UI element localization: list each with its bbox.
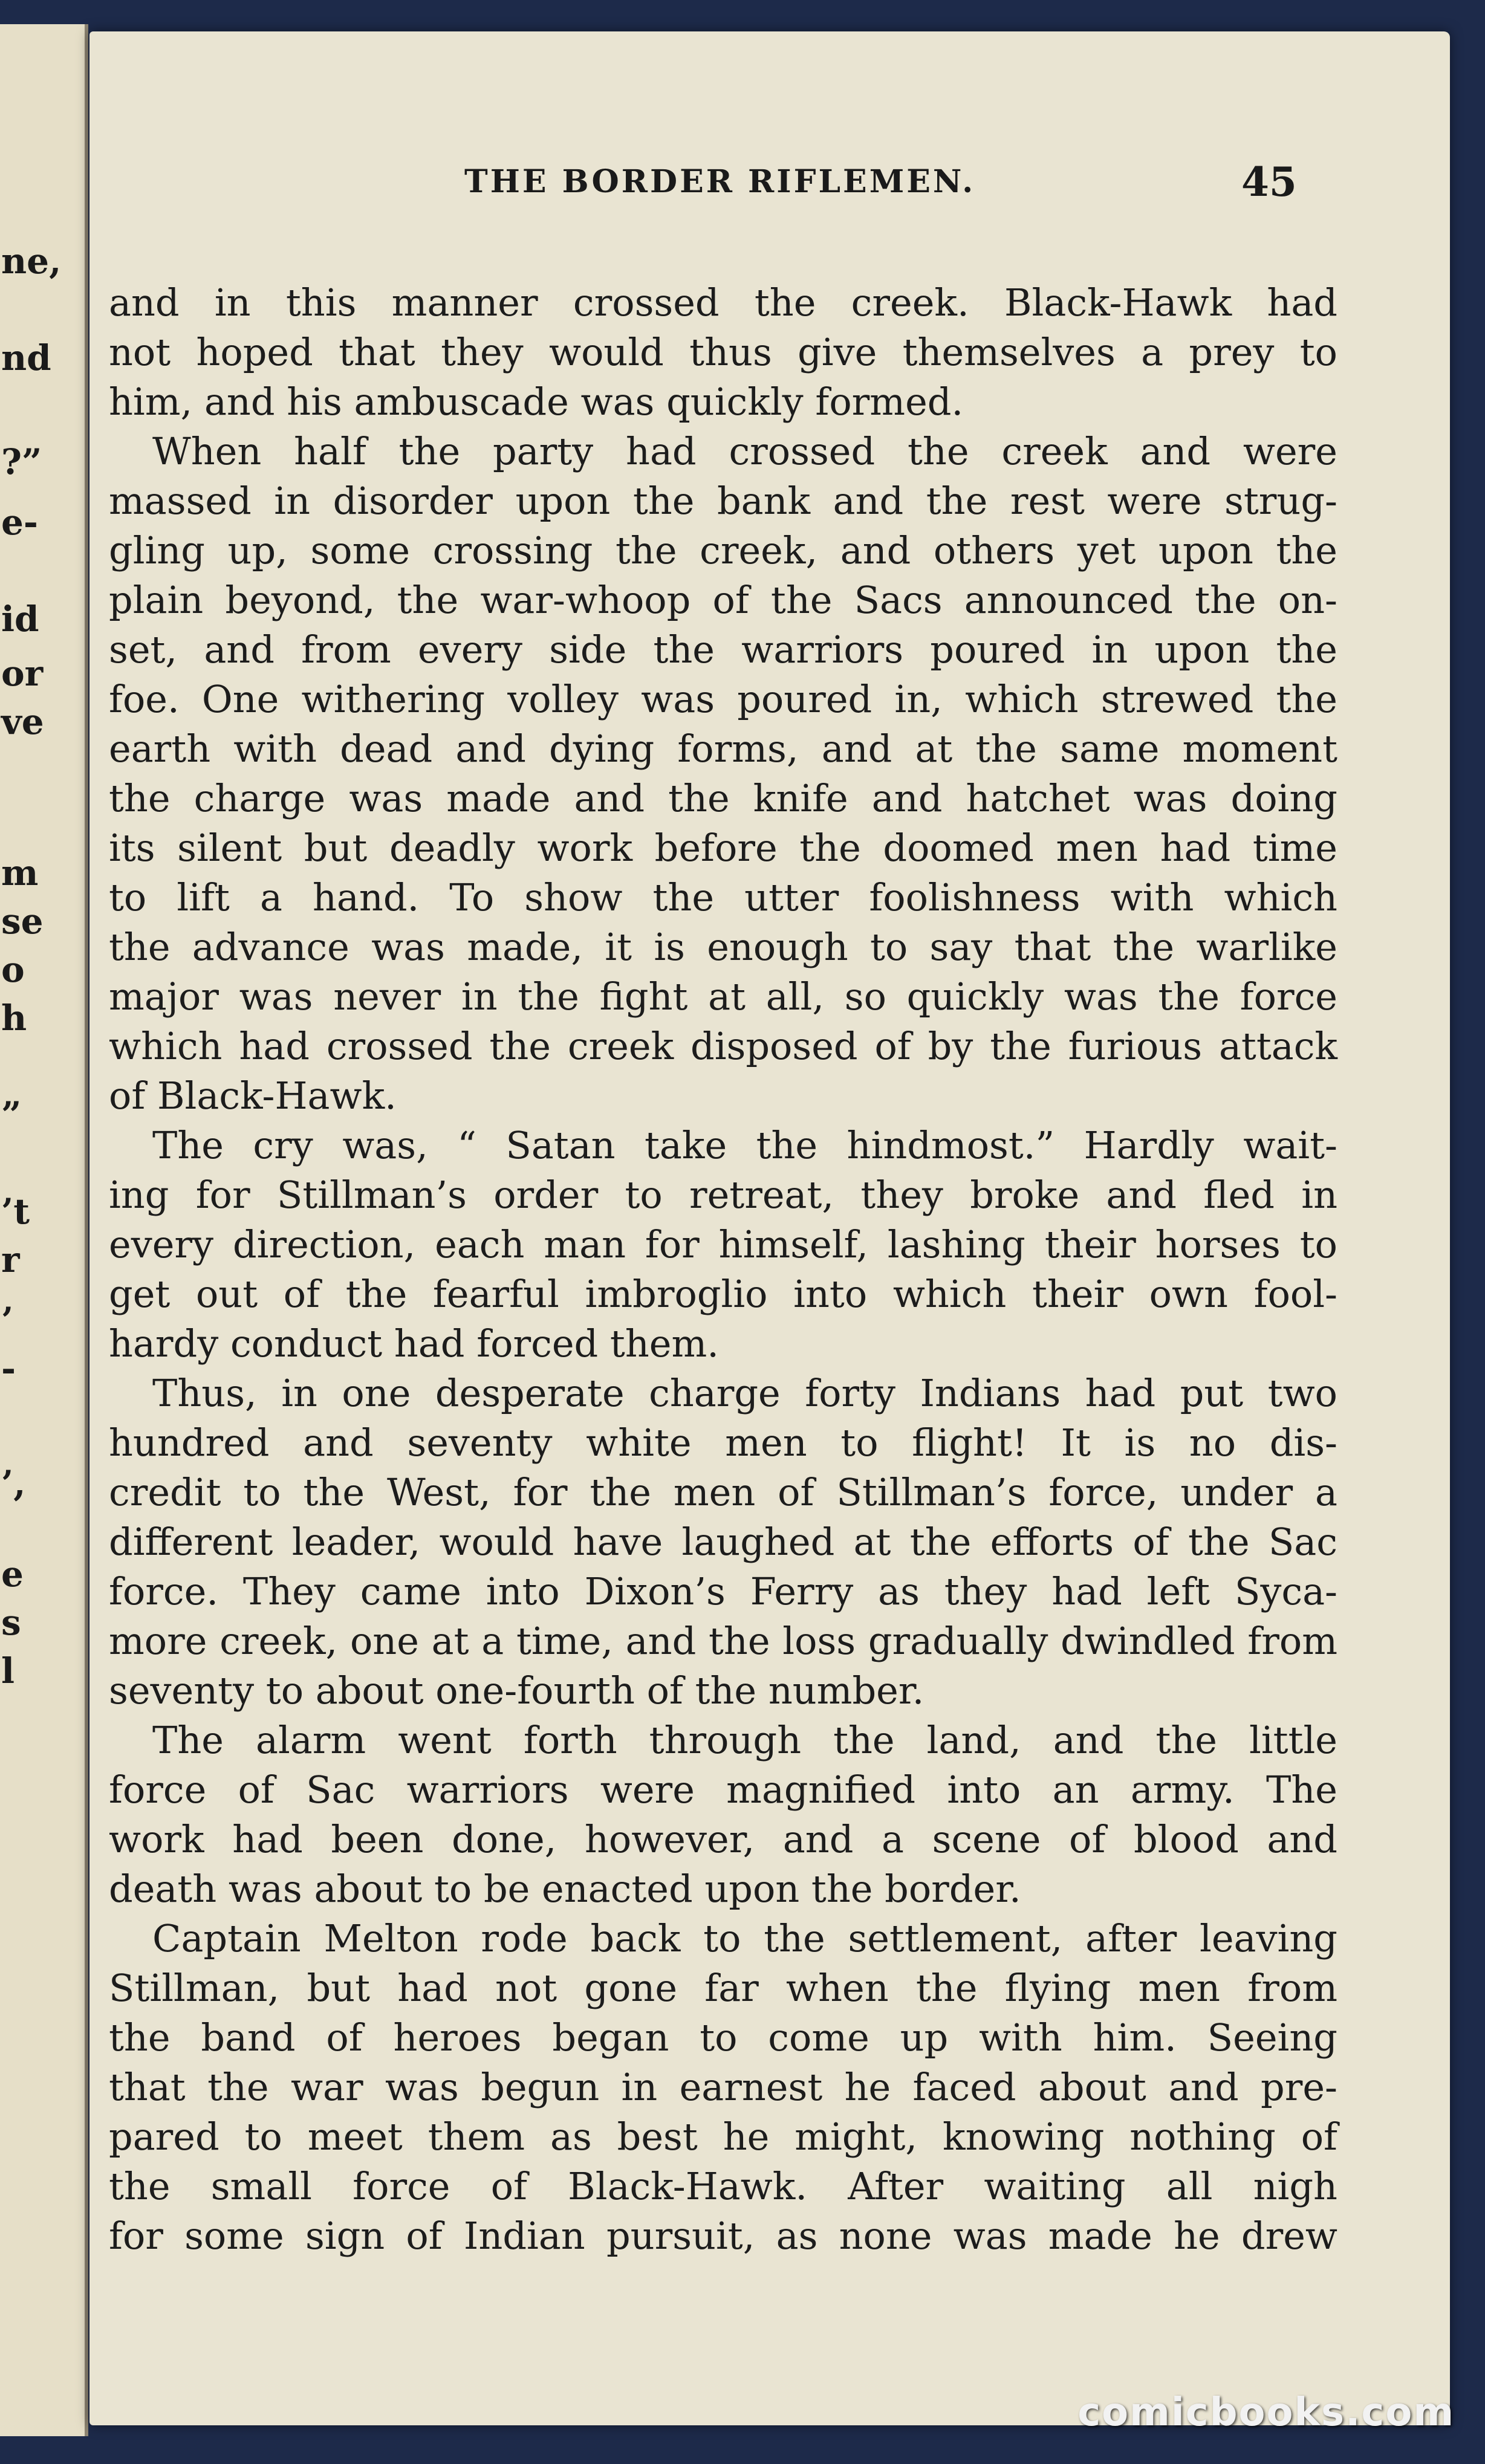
prev-page-fragment: or xyxy=(1,653,44,694)
prev-page-fragment: l xyxy=(1,1650,15,1691)
watermark: comicbooks.com xyxy=(1077,2390,1455,2435)
text-line: and in this manner crossed the creek. Black-Hawk had xyxy=(109,280,1337,325)
text-line: get out of the fearful imbroglio into which their own fool- xyxy=(109,1272,1337,1316)
prev-page-fragment: s xyxy=(1,1602,21,1643)
prev-page-fragment: nd xyxy=(1,337,51,378)
text-line: ing for Stillman’s order to retreat, they broke and fled in xyxy=(109,1173,1337,1217)
text-line: force. They came into Dixon’s Ferry as they had left Syca- xyxy=(109,1569,1337,1613)
prev-page-fragment: - xyxy=(1,1348,16,1389)
text-line: earth with dead and dying forms, and at the same moment xyxy=(109,727,1337,771)
body-text xyxy=(109,278,1337,2261)
text-line: set, and from every side the warriors poured in upon the xyxy=(109,627,1337,672)
text-line: the charge was made and the knife and hatchet was doing xyxy=(109,776,1337,820)
text-line: plain beyond, the war-whoop of the Sacs announced the on- xyxy=(109,578,1337,622)
text-line: the band of heroes began to come up with him. Seeing xyxy=(109,2015,1337,2060)
text-line: the advance was made, it is enough to say that the warlike xyxy=(109,925,1337,969)
page-number: 45 xyxy=(1241,158,1297,206)
text-line: foe. One withering volley was poured in, which strewed the xyxy=(109,677,1337,721)
text-line: Stillman, but had not gone far when the flying men from xyxy=(109,1966,1337,2010)
text-line: force of Sac warriors were magnified into an army. The xyxy=(109,1768,1337,1812)
prev-page-fragment: ’ xyxy=(1,1300,14,1341)
text-line: The cry was, “ Satan take the hindmost.” Hardly wait- xyxy=(152,1123,1337,1167)
prev-page-fragment: ve xyxy=(1,701,44,742)
text-line: to lift a hand. To show the utter foolishness with which xyxy=(109,875,1337,919)
prev-page-fragment: ’t xyxy=(1,1191,30,1232)
text-line: pared to meet them as best he might, knowing nothing of xyxy=(109,2115,1337,2159)
text-line: its silent but deadly work before the doomed men had time xyxy=(109,826,1337,870)
text-line: Captain Melton rode back to the settlement, after leaving xyxy=(152,1916,1337,1960)
prev-page-fragment: ’, xyxy=(1,1463,26,1504)
text-line: which had crossed the creek disposed of by the furious attack xyxy=(109,1024,1337,1068)
prev-page-fragment: o xyxy=(1,949,25,990)
text-line: different leader, would have laughed at the efforts of the Sac xyxy=(109,1520,1337,1564)
prev-page-fragment: se xyxy=(1,901,44,942)
previous-page-edge xyxy=(0,24,88,2436)
prev-page-fragment: ” xyxy=(1,1094,22,1135)
prev-page-fragment: h xyxy=(1,997,27,1039)
text-line: major was never in the fight at all, so quickly was the force xyxy=(109,974,1337,1019)
text-line: gling up, some crossing the creek, and others yet upon the xyxy=(109,528,1337,572)
text-line: hundred and seventy white men to flight! It is no dis- xyxy=(109,1421,1337,1465)
text-line: hardy conduct had forced them. xyxy=(109,1321,719,1366)
text-line: him, and his ambuscade was quickly formed. xyxy=(109,380,964,424)
prev-page-fragment: id xyxy=(1,598,39,640)
page-header xyxy=(89,158,1450,218)
prev-page-fragment: ?” xyxy=(1,441,42,482)
text-line: more creek, one at a time, and the loss gradually dwindled from xyxy=(109,1619,1337,1663)
prev-page-fragment: m xyxy=(1,852,39,893)
text-line: the small force of Black-Hawk. After waiting all nigh xyxy=(109,2164,1337,2208)
prev-page-fragment: e xyxy=(1,1554,24,1595)
text-line: The alarm went forth through the land, and the little xyxy=(152,1718,1337,1762)
book-page xyxy=(89,31,1450,2425)
text-line: that the war was begun in earnest he faced about and pre- xyxy=(109,2065,1337,2109)
prev-page-fragment: e- xyxy=(1,502,38,543)
text-line: massed in disorder upon the bank and the rest were strug- xyxy=(109,479,1337,523)
text-line: Thus, in one desperate charge forty Indians had put two xyxy=(152,1371,1337,1415)
text-line: When half the party had crossed the creek and were xyxy=(152,429,1337,473)
text-line: work had been done, however, and a scene of blood and xyxy=(109,1817,1337,1861)
text-line: seventy to about one-fourth of the number. xyxy=(109,1668,924,1713)
text-line: credit to the West, for the men of Stillman’s force, under a xyxy=(109,1470,1337,1514)
text-line: not hoped that they would thus give themselves a prey to xyxy=(109,330,1337,374)
text-line: every direction, each man for himself, lashing their horses to xyxy=(109,1222,1337,1266)
prev-page-fragment: r xyxy=(1,1239,20,1280)
prev-page-fragment: ne, xyxy=(1,241,62,282)
text-line: death was about to be enacted upon the border. xyxy=(109,1867,1021,1911)
running-title: THE BORDER RIFLEMEN. xyxy=(464,163,976,200)
text-line: for some sign of Indian pursuit, as none was made he drew xyxy=(109,2214,1337,2258)
text-line: of Black-Hawk. xyxy=(109,1074,397,1118)
